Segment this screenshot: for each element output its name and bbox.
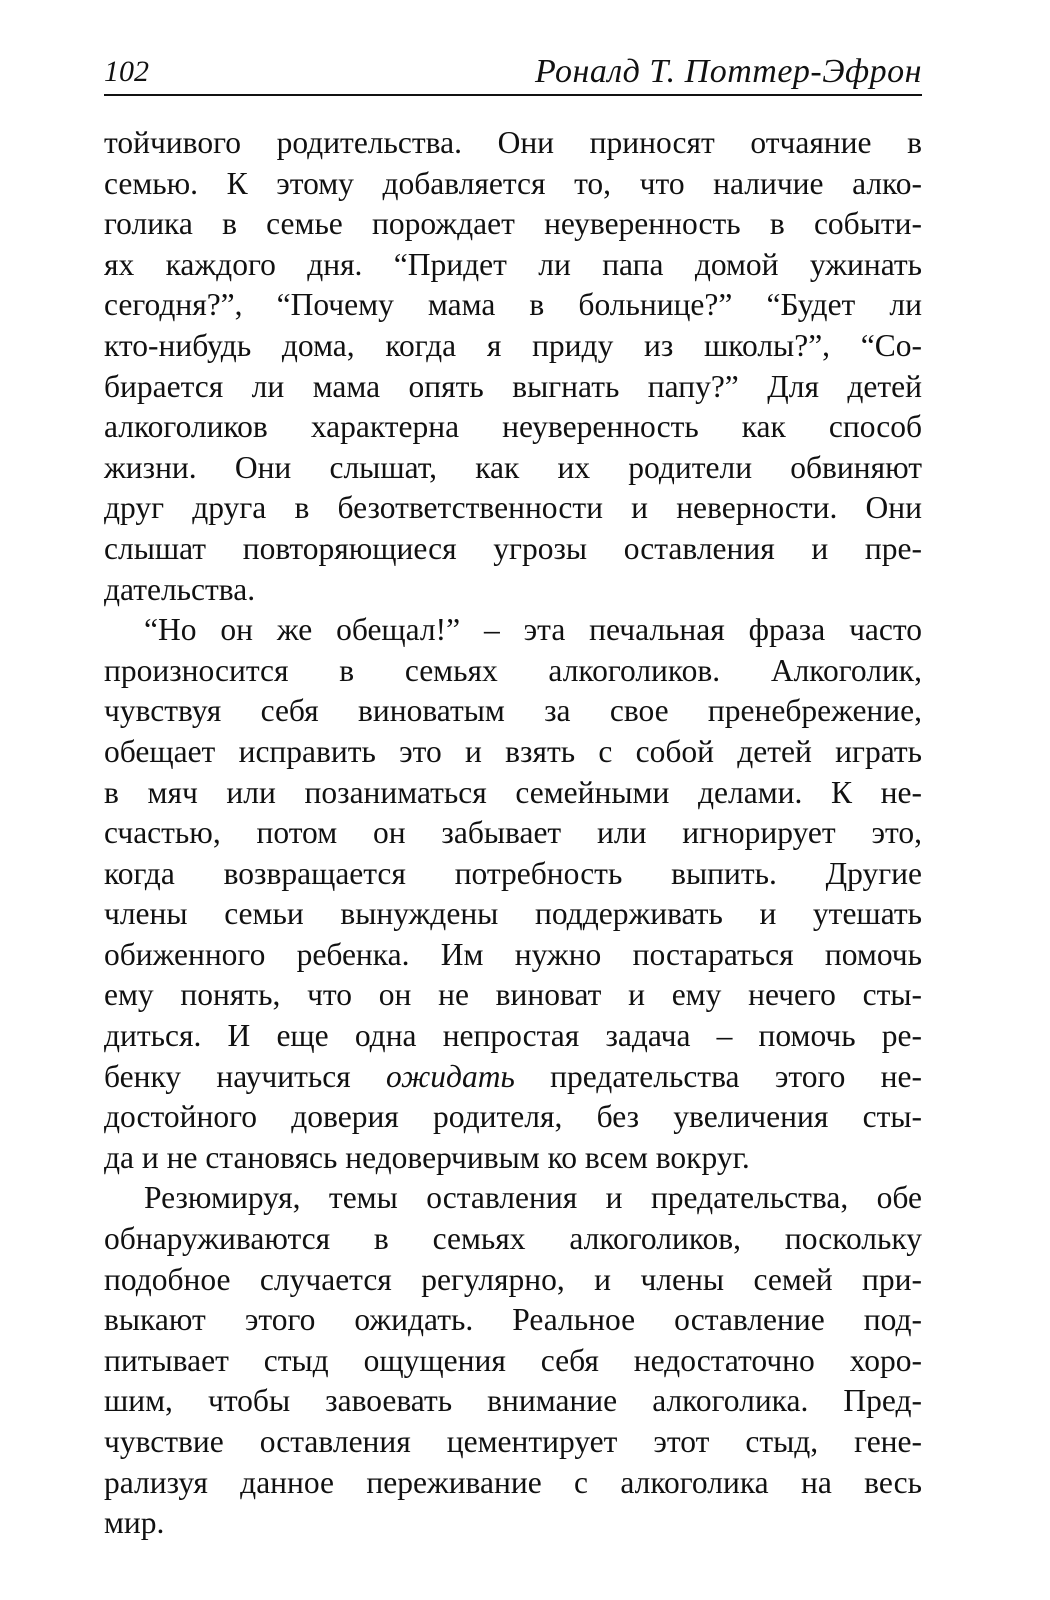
body-text xyxy=(104,123,922,1544)
text-line-with-emphasis xyxy=(104,1057,922,1098)
text-line: слышат повторяющиеся угрозы оставления и пре- xyxy=(104,530,922,566)
text-line: диться. И еще одна непростая задача – помочь ре- xyxy=(104,1018,922,1054)
text-line: ях каждого дня. “Придет ли папа домой ужинать xyxy=(104,246,922,282)
text-line: друг друга в безответственности и неверности. Они xyxy=(104,490,922,526)
text-line: да и не становясь недоверчивым ко всем вокруг. xyxy=(104,1139,750,1175)
paragraph-1 xyxy=(104,123,922,610)
text-line: тойчивого родительства. Они приносят отчаяние в xyxy=(104,125,922,160)
page-number: 102 xyxy=(104,55,149,88)
text-line: сегодня?”, “Почему мама в больнице?” “Будет ли xyxy=(104,287,922,323)
text-line: в мяч или позаниматься семейными делами. К не- xyxy=(104,774,922,810)
paragraph-3 xyxy=(104,1178,922,1543)
text-line: произносится в семьях алкоголиков. Алкоголик, xyxy=(104,652,922,688)
text-line: достойного доверия родителя, без увеличения сты- xyxy=(104,1099,922,1135)
text-line: выкают этого ожидать. Реальное оставление под- xyxy=(104,1302,922,1338)
running-head: Роналд Т. Поттер-Эфрон xyxy=(534,53,922,90)
text-line: семью. К этому добавляется то, что наличие алко- xyxy=(104,165,922,201)
text-line: обиженного ребенка. Им нужно постараться помочь xyxy=(104,936,922,972)
text-line: чувствие оставления цементирует этот стыд, гене- xyxy=(104,1424,922,1459)
text-line: Резюмируя, темы оставления и предательства, обе xyxy=(144,1180,922,1216)
text-line: обещает исправить это и взять с собой детей играть xyxy=(104,733,922,769)
text-line: обнаруживаются в семьях алкоголиков, поскольку xyxy=(104,1221,922,1257)
text-line: жизни. Они слышат, как их родители обвиняют xyxy=(104,449,922,485)
text-fragment: бенку научиться xyxy=(104,1058,386,1094)
text-line: когда возвращается потребность выпить. Другие xyxy=(104,855,922,891)
text-line: рализуя данное переживание с алкоголика на весь xyxy=(104,1464,922,1500)
text-line: питывает стыд ощущения себя недостаточно хоро- xyxy=(104,1342,922,1378)
page-header xyxy=(104,48,922,96)
text-line: счастью, потом он забывает или игнорирует это, xyxy=(104,815,922,851)
text-line: дательства. xyxy=(104,571,256,607)
text-line: подобное случается регулярно, и члены семей при- xyxy=(104,1261,922,1297)
text-line: мир. xyxy=(104,1505,165,1541)
text-line: чувствуя себя виноватым за свое пренебрежение, xyxy=(104,693,922,729)
text-line: кто-нибудь дома, когда я приду из школы?”, “Со- xyxy=(104,327,922,363)
emphasized-word: ожидать xyxy=(386,1058,515,1094)
text-line: алкоголиков характерна неуверенность как способ xyxy=(104,409,922,445)
paragraph-2 xyxy=(104,610,922,1178)
text-line: шим, чтобы завоевать внимание алкоголика. Пред- xyxy=(104,1383,922,1419)
text-line: ему понять, что он не виноват и ему нечего сты- xyxy=(104,977,922,1013)
text-line: члены семьи вынуждены поддерживать и утешать xyxy=(104,896,922,932)
text-line: голика в семье порождает неуверенность в событи- xyxy=(104,206,922,242)
text-line: бирается ли мама опять выгнать папу?” Для детей xyxy=(104,368,922,404)
text-fragment: предательства этого не- xyxy=(514,1058,922,1094)
text-line: “Но он же обещал!” – эта печальная фраза часто xyxy=(144,612,922,648)
